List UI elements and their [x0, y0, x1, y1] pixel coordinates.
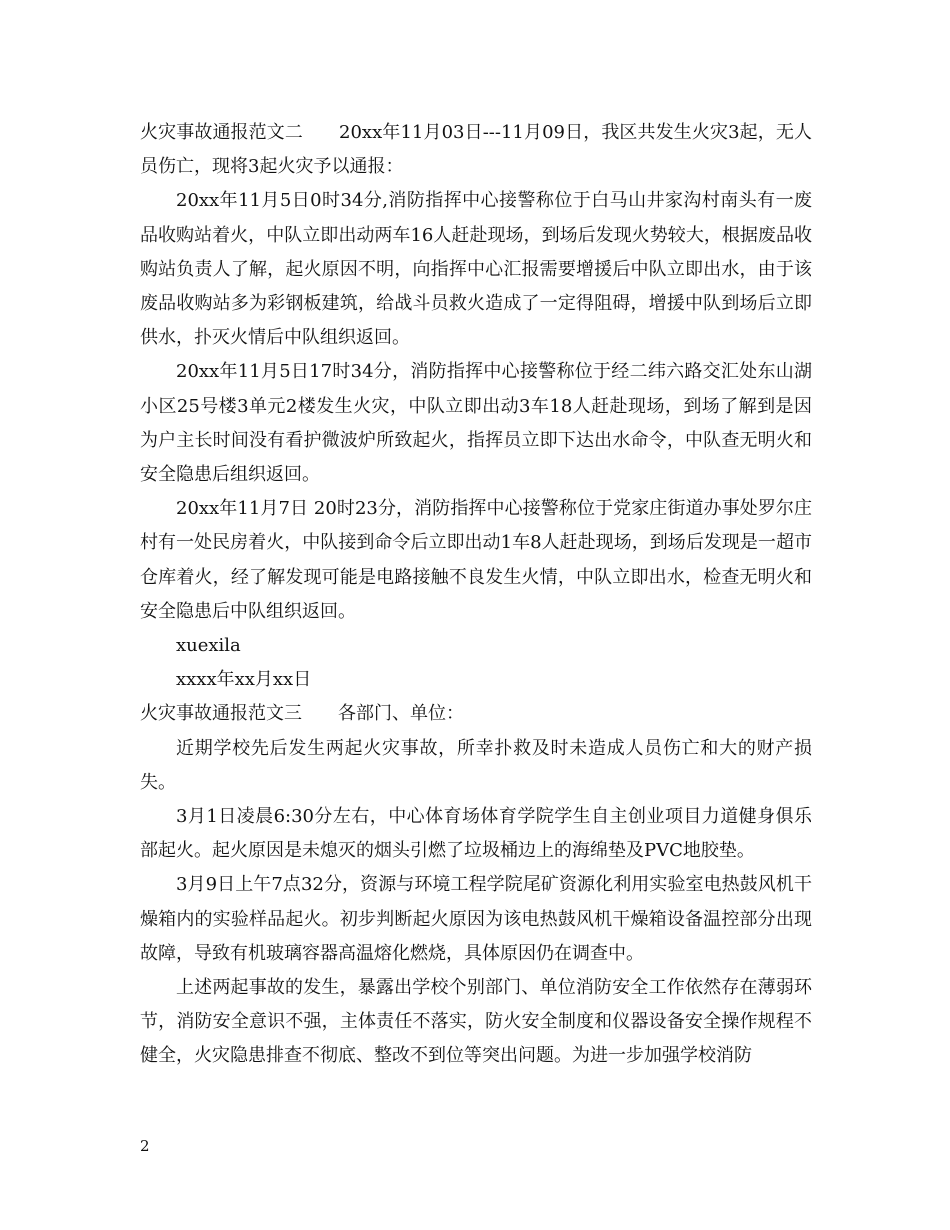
section-2-intro: 20xx年11月03日---11月09日，我区共发生火灾3起，无人员伤亡，现将3起火灾予以通报： — [140, 122, 812, 178]
section-3-opening — [140, 697, 812, 731]
page-number: 2 — [140, 1137, 150, 1155]
section-2-paragraph-3: 20xx年11月7日 20时23分，消防指挥中心接警称位于党家庄街道办事处罗尔庄村有一处民房着火，中队接到命令后立即出动1车8人赶赴现场，到场后发现是一超市仓库着火，经了解发现可能是电路接触不良发生火情，中队立即出水，检查无明火和安全隐患后中队组织返回。 — [140, 498, 812, 622]
section-2-opening — [140, 116, 812, 184]
section-2-paragraph-1: 20xx年11月5日0时34分,消防指挥中心接警称位于白马山井家沟村南头有一废品收购站着火，中队立即出动两车16人赶赴现场，到场后发现火势较大，根据废品收购站负责人了解，起火原因不明，向指挥中心汇报需要增援后中队立即出水，由于该废品收购站多为彩钢板建筑，给战斗员救火造成了一定得阻碍，增援中队到场后立即供水，扑灭火情后中队组织返回。 — [140, 190, 812, 349]
section-3-paragraph-2: 3月1日凌晨6:30分左右，中心体育场体育学院学生自主创业项目力道健身俱乐部起火。起火原因是未熄灭的烟头引燃了垃圾桶边上的海绵垫及PVC地胶垫。 — [140, 806, 812, 862]
section-3-paragraph-4: 上述两起事故的发生，暴露出学校个别部门、单位消防安全工作依然存在薄弱环节，消防安全意识不强，主体责任不落实，防火安全制度和仪器设备安全操作规程不健全，火灾隐患排查不彻底、整改不到位等突出问题。为进一步加强学校消防 — [140, 977, 812, 1067]
document-body — [140, 116, 812, 1074]
section-3-intro: 各部门、单位： — [338, 703, 464, 725]
section-2-signature: xuexila — [176, 635, 241, 657]
section-3-paragraph-3: 3月9日上午7点32分，资源与环境工程学院尾矿资源化利用实验室电热鼓风机干燥箱内的实验样品起火。初步判断起火原因为该电热鼓风机干燥箱设备温控部分出现故障，导致有机玻璃容器高温熔化燃烧，具体原因仍在调查中。 — [140, 874, 812, 964]
section-3-heading: 火灾事故通报范文三 — [140, 703, 302, 725]
section-2-paragraph-2: 20xx年11月5日17时34分，消防指挥中心接警称位于经二纬六路交汇处东山湖小区25号楼3单元2楼发生火灾，中队立即出动3车18人赶赴现场，到场了解到是因为户主长时间没有看护微波炉所致起火，指挥员立即下达出水命令，中队查无明火和安全隐患后组织返回。 — [140, 361, 812, 486]
section-2-date: xxxx年xx月xx日 — [176, 669, 312, 691]
section-3-paragraph-1: 近期学校先后发生两起火灾事故，所幸扑救及时未造成人员伤亡和大的财产损失。 — [140, 737, 812, 793]
section-2-heading: 火灾事故通报范文二 — [140, 122, 304, 143]
